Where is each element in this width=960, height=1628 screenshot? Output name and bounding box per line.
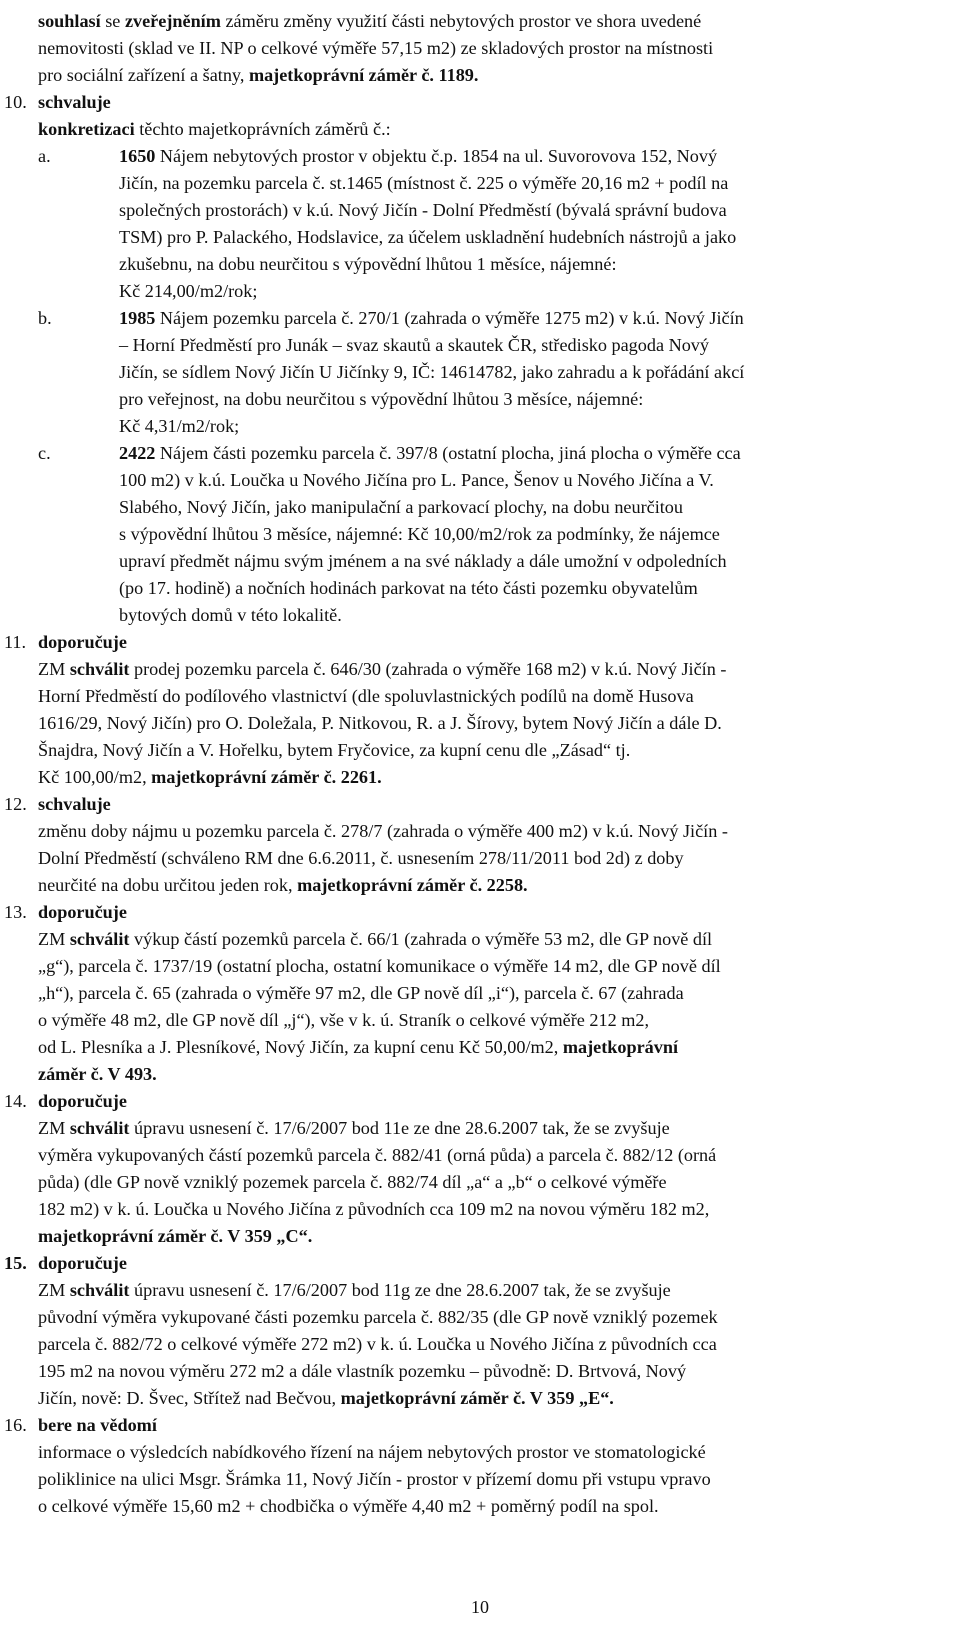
line-text xyxy=(38,631,127,653)
line-text xyxy=(38,658,726,680)
line-text xyxy=(119,577,698,599)
line-text xyxy=(38,1036,678,1058)
bold-text: schválit xyxy=(69,1280,130,1300)
text-run: ZM xyxy=(38,659,70,679)
line-text xyxy=(38,37,713,59)
bold-text: doporučuje xyxy=(38,632,127,652)
item-number: 12. xyxy=(4,794,27,814)
text-run: těchto majetkoprávních záměrů č.: xyxy=(134,119,391,139)
bold-text: schválit xyxy=(69,659,130,679)
text-run: pro veřejnost, na dobu neurčitou s výpovědní lhůtou 3 měsíce, nájemné: xyxy=(119,389,644,409)
bold-text: majetkoprávní xyxy=(562,1037,679,1057)
line-text xyxy=(38,1198,709,1220)
line-text xyxy=(38,685,694,707)
line-text xyxy=(119,442,741,464)
text-run: Kč 100,00/m2, xyxy=(38,767,152,787)
bold-text: majetkoprávní záměr č. 2258. xyxy=(297,875,528,895)
line-text xyxy=(38,901,127,923)
line-text xyxy=(38,1441,706,1463)
line-text xyxy=(38,739,630,761)
line-text xyxy=(119,226,736,248)
line-text xyxy=(119,496,683,518)
text-run: Nájem části pozemku parcela č. 397/8 (ostatní plocha, jiná plocha o výměře cca xyxy=(155,443,741,463)
item-number: 16. xyxy=(4,1415,27,1435)
text-run: informace o výsledcích nabídkového řízení na nájem nebytových prostor ve stomatologické xyxy=(38,1442,706,1462)
bold-text: doporučuje xyxy=(38,902,127,922)
text-run: Šnajdra, Nový Jičín a V. Hořelku, bytem Fryčovice, za kupní cenu dle „Zásad“ tj. xyxy=(38,740,631,760)
text-run: prodej pozemku parcela č. 646/30 (zahrada o výměře 168 m2) v k.ú. Nový Jičín - xyxy=(129,659,727,679)
text-run: Slabého, Nový Jičín, jako manipulační a parkovací plochy, na dobu neurčitou xyxy=(119,497,683,517)
item-number: 13. xyxy=(4,902,27,922)
line-text xyxy=(119,604,342,626)
text-run: 1616/29, Nový Jičín) pro O. Doležala, P. Nitkovou, R. a J. Šírovy, bytem Nový Jičín a dále D. xyxy=(38,713,722,733)
text-run: výměra vykupovaných částí pozemků parcela č. 882/41 (orná půda) a parcela č. 882/12 (orná xyxy=(38,1145,717,1165)
line-text xyxy=(38,1387,614,1409)
line-text xyxy=(119,253,617,275)
bold-text: souhlasí xyxy=(38,11,101,31)
line-text xyxy=(38,1063,157,1085)
bold-text: zveřejněním xyxy=(124,11,221,31)
line-text xyxy=(119,523,720,545)
text-run: Kč 214,00/m2/rok; xyxy=(119,281,258,301)
line-text xyxy=(38,10,701,32)
text-run: úpravu usnesení č. 17/6/2007 bod 11e ze dne 28.6.2007 tak, že se zvyšuje xyxy=(129,1118,670,1138)
line-text xyxy=(38,1171,667,1193)
bold-text: doporučuje xyxy=(38,1253,127,1273)
line-text xyxy=(38,1144,716,1166)
text-run: úpravu usnesení č. 17/6/2007 bod 11g ze dne 28.6.2007 tak, že se zvyšuje xyxy=(129,1280,671,1300)
line-text xyxy=(38,847,684,869)
text-run: 182 m2) v k. ú. Loučka u Nového Jičína z původních cca 109 m2 na novou výměru 182 m2, xyxy=(38,1199,710,1219)
bold-text: schvaluje xyxy=(38,794,111,814)
text-run: Dolní Předměstí (schváleno RM dne 6.6.2011, č. usnesením 278/11/2011 bod 2d) z doby xyxy=(38,848,684,868)
line-text xyxy=(38,955,721,977)
line-text xyxy=(38,712,722,734)
text-run: 100 m2) v k.ú. Loučka u Nového Jičína pro L. Pance, Šenov u Nového Jičína a V. xyxy=(119,470,714,490)
bold-text: konkretizaci xyxy=(38,119,135,139)
text-run: bytových domů v této lokalitě. xyxy=(119,605,342,625)
line-text xyxy=(38,64,478,86)
text-run: půda) (dle GP nově vzniklý pozemek parcela č. 882/74 díl „a“ a „b“ o celkové výměře xyxy=(38,1172,667,1192)
text-run: o výměře 48 m2, dle GP nově díl „j“), vše v k. ú. Straník o celkové výměře 212 m2, xyxy=(38,1010,650,1030)
text-run: „g“), parcela č. 1737/19 (ostatní plocha, ostatní komunikace o výměře 14 m2, dle GP nově díl xyxy=(38,956,721,976)
text-run: TSM) pro P. Palackého, Hodslavice, za účelem uskladnění hudebních nástrojů a jako xyxy=(119,227,737,247)
bold-text: majetkoprávní záměr č. 1189. xyxy=(248,65,479,85)
text-run: ZM xyxy=(38,929,70,949)
line-text xyxy=(38,1279,671,1301)
text-run: poliklinice na ulici Msgr. Šrámka 11, Nový Jičín - prostor v přízemí domu při vstupu vpravo xyxy=(38,1469,711,1489)
bold-text: majetkoprávní záměr č. 2261. xyxy=(151,767,382,787)
bold-text: majetkoprávní záměr č. V 359 „E“. xyxy=(340,1388,614,1408)
line-text xyxy=(119,145,717,167)
line-text xyxy=(119,415,239,437)
text-run: Nájem pozemku parcela č. 270/1 (zahrada o výměře 1275 m2) v k.ú. Nový Jičín xyxy=(155,308,744,328)
text-run: o celkové výměře 15,60 m2 + chodbička o výměře 4,40 m2 + poměrný podíl na spol. xyxy=(38,1496,659,1516)
text-run: výkup částí pozemků parcela č. 66/1 (zahrada o výměře 53 m2, dle GP nově díl xyxy=(129,929,713,949)
line-text xyxy=(38,1360,686,1382)
line-text xyxy=(119,199,727,221)
bold-text: 2422 xyxy=(119,443,156,463)
item-number: 15. xyxy=(4,1253,27,1273)
line-text xyxy=(119,469,714,491)
subitem-letter: a. xyxy=(38,146,51,166)
text-run: Horní Předměstí do podílového vlastnictví (dle spoluvlastnických podílů na domě Husova xyxy=(38,686,694,706)
line-text xyxy=(38,766,382,788)
text-run: se xyxy=(100,11,125,31)
subitem-letter: b. xyxy=(38,308,52,328)
text-run: Jičín, nově: D. Švec, Střítež nad Bečvou, xyxy=(38,1388,341,1408)
text-run: neurčité na dobu určitou jeden rok, xyxy=(38,875,298,895)
text-run: od L. Plesníka a J. Plesníkové, Nový Jičín, za kupní cenu Kč 50,00/m2, xyxy=(38,1037,563,1057)
bold-text: bere na vědomí xyxy=(38,1415,157,1435)
item-number: 10. xyxy=(4,92,27,112)
text-run: zkušebnu, na dobu neurčitou s výpovědní lhůtou 1 měsíce, nájemné: xyxy=(119,254,617,274)
text-run: ZM xyxy=(38,1280,70,1300)
line-text xyxy=(38,1090,127,1112)
line-text xyxy=(38,1225,312,1247)
line-text xyxy=(38,874,528,896)
subitem-letter: c. xyxy=(38,443,51,463)
line-text xyxy=(38,1117,670,1139)
line-text xyxy=(119,550,727,572)
line-text xyxy=(38,982,684,1004)
text-run: Jičín, na pozemku parcela č. st.1465 (místnost č. 225 o výměře 20,16 m2 + podíl na xyxy=(119,173,729,193)
text-run: 195 m2 na novou výměru 272 m2 a dále vlastník pozemku – původně: D. Brtvová, Nový xyxy=(38,1361,687,1381)
item-number: 14. xyxy=(4,1091,27,1111)
line-text xyxy=(38,820,728,842)
text-run: změnu doby nájmu u pozemku parcela č. 278/7 (zahrada o výměře 400 m2) v k.ú. Nový Jičín - xyxy=(38,821,728,841)
page-number: 10 xyxy=(471,1597,489,1617)
text-run: Jičín, se sídlem Nový Jičín U Jičínky 9, IČ: 14614782, jako zahradu a k pořádání akcí xyxy=(119,362,745,382)
text-run: Kč 4,31/m2/rok; xyxy=(119,416,240,436)
text-run: společných prostorách) v k.ú. Nový Jičín - Dolní Předměstí (bývalá správní budova xyxy=(119,200,727,220)
text-run: parcela č. 882/72 o celkové výměře 272 m2) v k. ú. Loučka u Nového Jičína z původních cca xyxy=(38,1334,717,1354)
text-run: nemovitosti (sklad ve II. NP o celkové výměře 57,15 m2) ze skladových prostor na místnosti xyxy=(38,38,714,58)
line-text xyxy=(119,334,709,356)
line-text xyxy=(119,307,744,329)
text-run: s výpovědní lhůtou 3 měsíce, nájemné: Kč 10,00/m2/rok za podmínky, že nájemce xyxy=(119,524,720,544)
line-text xyxy=(38,118,391,140)
line-text xyxy=(38,1009,649,1031)
bold-text: doporučuje xyxy=(38,1091,127,1111)
line-text xyxy=(38,1414,157,1436)
line-text xyxy=(38,1468,711,1490)
bold-text: schválit xyxy=(69,1118,130,1138)
text-run: pro sociální zařízení a šatny, xyxy=(38,65,249,85)
text-run: záměru změny využití části nebytových prostor ve shora uvedené xyxy=(220,11,702,31)
line-text xyxy=(38,1495,659,1517)
line-text xyxy=(38,928,712,950)
item-number: 11. xyxy=(4,632,27,652)
bold-text: majetkoprávní záměr č. V 359 „C“. xyxy=(38,1226,313,1246)
text-run: – Horní Předměstí pro Junák – svaz skautů a skautek ČR, středisko pagoda Nový xyxy=(119,335,709,355)
line-text xyxy=(38,1306,718,1328)
bold-text: 1650 xyxy=(119,146,156,166)
line-text xyxy=(38,91,111,113)
line-text xyxy=(119,388,643,410)
line-text xyxy=(38,1252,127,1274)
text-run: ZM xyxy=(38,1118,70,1138)
line-text xyxy=(38,1333,717,1355)
line-text xyxy=(119,172,728,194)
line-text xyxy=(119,361,744,383)
text-run: „h“), parcela č. 65 (zahrada o výměře 97 m2, dle GP nově díl „i“), parcela č. 67 (zahrada xyxy=(38,983,684,1003)
bold-text: záměr č. V 493. xyxy=(38,1064,157,1084)
text-run: upraví předmět nájmu svým jménem a na své náklady a dále umožní v odpoledních xyxy=(119,551,727,571)
bold-text: 1985 xyxy=(119,308,156,328)
bold-text: schvaluje xyxy=(38,92,111,112)
line-text xyxy=(119,280,257,302)
text-run: původní výměra vykupované části pozemku parcela č. 882/35 (dle GP nově vzniklý pozemek xyxy=(38,1307,718,1327)
bold-text: schválit xyxy=(69,929,130,949)
text-run: Nájem nebytových prostor v objektu č.p. 1854 na ul. Suvorovova 152, Nový xyxy=(155,146,718,166)
line-text xyxy=(38,793,111,815)
text-run: (po 17. hodině) a nočních hodinách parkovat na této části pozemku obyvatelům xyxy=(119,578,698,598)
